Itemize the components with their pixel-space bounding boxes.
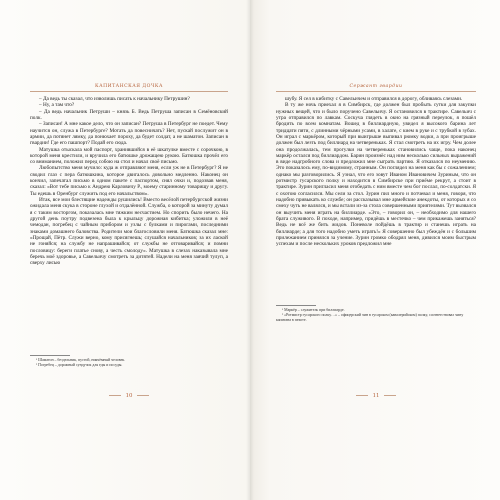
- running-head: КАПИТАНСКАЯ ДОЧКА: [95, 84, 163, 89]
- footnote: ² «Ротмистр гусарского полку…» – офицерский чин в гусарском (кавалерийском) полку, соответствовал чину капитана в пехоте.: [276, 312, 464, 322]
- paragraph: – Да ведь ты сказал, что изволишь писать к начальнику Петрушин?: [39, 96, 190, 102]
- folio-ornament: [356, 395, 368, 396]
- footnotes: [276, 308, 476, 322]
- page-number: [30, 393, 228, 399]
- footnote: ² Погребец – дорожный сундучок для еды и посуды.: [36, 362, 123, 367]
- paragraph: – Да ведь начальник Петруши – князь Б. Ведь Петруша записан в Семёновский полк.: [30, 108, 228, 121]
- footnote-rule: [30, 355, 70, 356]
- page-number-text: 10: [125, 393, 133, 399]
- footnote: ¹ Шаматон – бездельник, пустой, никчёмный человек.: [36, 358, 126, 362]
- paragraph: Матушка отыскала мой паспорт, хранившийся в её шкатулке вместе с сорочкою, в которой меня крестили, и вручила его батюшке дрожащею рукою. Батюшка прочёл его со вниманием, положил перед собою на стол и начал своё письмо.: [30, 146, 228, 166]
- folio-ornament: [137, 395, 149, 396]
- paragraph: – Записан! А мне какое дело, что он записан? Петруша в Петербург не поедет. Чему научится он, служа в Петербурге? Мотать да повесничать? Нет, пускай послужит он в армии, да потянет лямку, да понюхает пороху, да будет солдат, а не шаматон. Записан в гвардии! Где его пашпорт? Подай его сюда.: [30, 121, 228, 147]
- folio-ornament: [109, 395, 121, 396]
- body-text: [30, 96, 228, 266]
- paragraph: В ту же ночь приехал я в Симбирск, где должен был пробыть сутки для закупки нужных вещей, что и было поручено Савельичу. Я остановился в трактире. Савельич с утра отправился по лавкам. Соскуча глядеть в окно на грязный переулок, я пошёл бродить по всем комнатам. Вошед в биллиардную, увидел я высокого барина лет тридцати пяти, с длинными чёрными усами, в халате, с кием в руке и с трубкой в зубах. Он играл с маркёром, который при выигрыше выпивал рюмку водки, а при проигрыше должен был лезть под биллиард на четвереньках. Я стал смотреть на их игру. Чем долее она продолжалась, тем прогулки на четвереньках становились чаще, пока наконец маркёр остался под биллиардом. Барин произнёс над ним несколько сильных выражений в виде надгробного слова и предложил мне сыграть партию. Я отказался по неумению. Это показалось ему, по-видимому, странным. Он поглядел на меня как бы с сожалением; однако мы разговорились. Я узнал, что его зовут Иваном Ивановичем Зуриным, что он ротмистр гусарского полку и находится в Симбирске при приёме рекрут, а стоит в трактире. Зурин пригласил меня отобедать с ним вместе чем бог послал, по-солдатски. Я с охотою согласился. Мы сели за стол. Зурин пил много и потчевал и меня, говоря, что надобно привыкать ко службе; он рассказывал мне армейские анекдоты, от которых я со смеху чуть не валялся, и мы встали из-за стола совершенными приятелями. Тут вызвался он выучить меня играть на биллиарде. «Это, – говорил он, – необходимо для нашего брата служивого. В походе, например, придёшь в местечко – чем прикажешь заняться? Ведь не всё же бить жидов. Поневоле пойдёшь в трактир и станешь играть на биллиарде; а для того надобно уметь играть!» Я совершенно был убеждён и с большим прилежанием принялся за учение. Зурин громко ободрял меня, дивился моим быстрым успехам и после нескольких уроков предложил мне: [276, 102, 476, 248]
- footnote: ¹ Маркёр – служитель при биллиарде.: [282, 308, 345, 312]
- paragraph: Любопытство меня мучило: куда ж отправляют меня, если уж не в Петербург? Я не сводил глаз с пера батюшкина, которое двигалось довольно медленно. Наконец он кончил, запечатал письмо в одном пакете с паспортом, снял очки и, подозвав меня, сказал: «Вот тебе письмо к Андрею Карловичу Р., моему старинному товарищу и другу. Ты едешь в Оренбург служить под его начальством».: [30, 165, 228, 197]
- footnote-rule: [276, 305, 316, 306]
- footnotes: [30, 358, 228, 368]
- paragraph: – Ну, а там что?: [39, 102, 75, 109]
- spine-gutter: [246, 0, 254, 500]
- running-head: Сержант гвардии: [349, 84, 403, 89]
- head-rule: [30, 91, 228, 92]
- paragraph: шубу. Я сел в кибитку с Савельичем и отправился в дорогу, обливаясь слезами.: [285, 96, 463, 102]
- right-page: [250, 0, 500, 500]
- head-rule: [276, 91, 476, 92]
- folio-ornament: [384, 395, 396, 396]
- page-number: [276, 393, 476, 399]
- paragraph: Итак, все мои блестящие надежды рушились! Вместо весёлой петербургской жизни ожидала меня скука в стороне глухой и отдалённой. Служба, о которой за минуту думал я с таким восторгом, показалась мне тяжким несчастием. Но спорить было нечего. На другой день поутру подвезена была к крыльцу дорожная кибитка; уложили в неё чемодан, погребец с чайным прибором и узлы с булками и пирогами, последними знаками домашнего баловства. Родители мои благословили меня. Батюшка сказал мне: «Прощай, Пётр. Служи верно, кому присягнешь; слушайся начальников; за их лаской не гоняйся; на службу не напрашивайся; от службы не отговаривайся; и помни пословицу: береги платье снову, а честь смолоду». Матушка в слезах наказывала мне беречь моё здоровье, а Савельичу смотреть за дитятей. Надели на меня заячий тулуп, а сверху лисью: [30, 197, 228, 267]
- page-number-text: 11: [372, 393, 380, 399]
- body-text: [276, 96, 476, 248]
